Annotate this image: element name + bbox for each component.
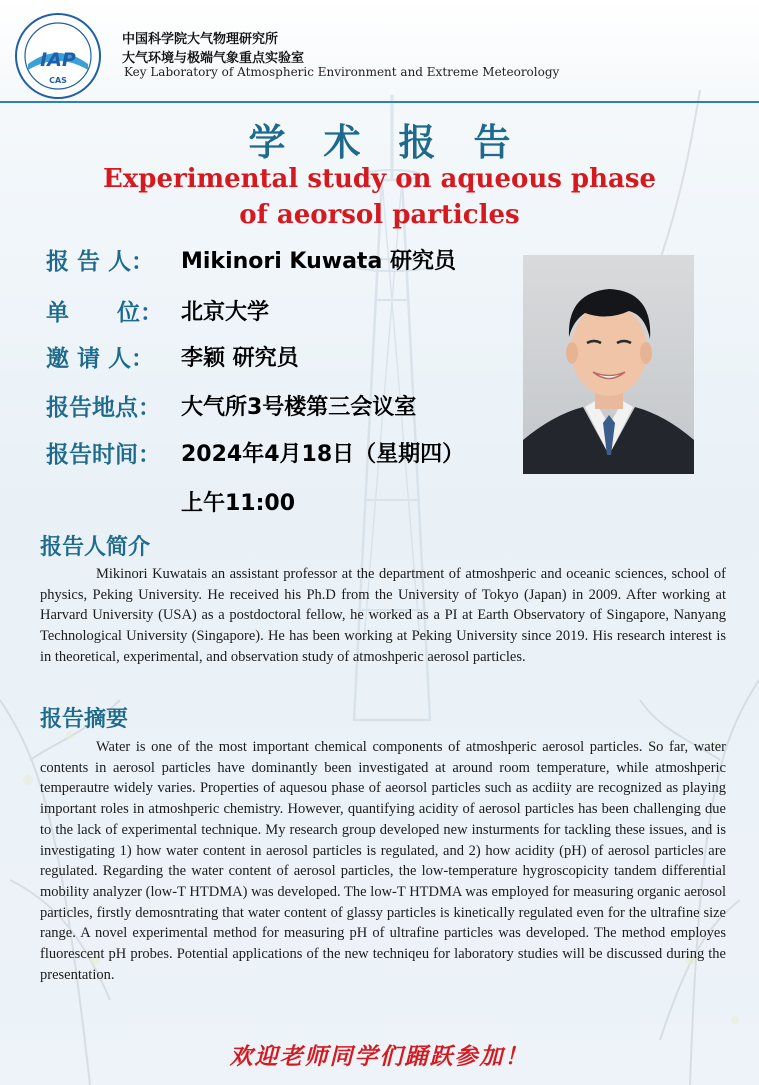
- logo-sub: CAS: [49, 76, 67, 85]
- welcome-message: 欢迎老师同学们踊跃参加！: [229, 1044, 530, 1070]
- speaker-portrait: [523, 255, 694, 474]
- lab-name-cn: 大气环境与极端气象重点实验室: [122, 51, 305, 66]
- bio-title: 报告人简介: [40, 535, 151, 560]
- bio-text: Mikinori Kuwatais an assistant professor at the department of atmoshperic and oceanic sciences, school of physics, Peking University. He received his Ph.D from the University of Tokyo (Japan) in 2009. After working at Harvard University (USA) as a postdoctoral fellow, he worked as a PI at Earth Observatory of Singapore, Nanyang Technological University (Singapore). He has been working at Peking University since 2019. His research interest is in theoretical, experimental, and observation study of atmoshperic aerosol particles.: [40, 566, 726, 665]
- time-value: 2024年4月18日（星期四）: [181, 442, 465, 467]
- host-label: 邀 请 人：: [46, 346, 155, 372]
- affiliation-label: 单 位：: [46, 300, 164, 326]
- speaker-value: Mikinori Kuwata 研究员: [181, 249, 456, 274]
- logo-text: IAP: [40, 49, 76, 71]
- iap-logo-icon: [14, 12, 102, 100]
- institute-name-cn: 中国科学院大气物理研究所: [122, 32, 279, 47]
- title-en-line2: of aeorsol particles: [239, 200, 520, 230]
- time-extra: 上午11:00: [181, 491, 296, 516]
- abstract-title: 报告摘要: [40, 707, 129, 732]
- header-divider: [0, 101, 759, 103]
- affiliation-value: 北京大学: [181, 300, 270, 325]
- title-cn: 学术报告: [248, 121, 549, 164]
- speaker-label: 报 告 人：: [46, 249, 155, 275]
- host-value: 李颖 研究员: [181, 346, 299, 371]
- abstract-text: Water is one of the most important chemical components of atmoshperic aerosol particles. So far, water contents in aerosol particles have dominantly been investigated at around room temperature, while atmoshperic temperautre widely varies. Properties of aquesou phase of aeorsol particles such as acdiity are recognized as playing important roles in atmoshperic chemistry. However, quantifying acidity of aerosol particles has been challenging due to the lack of experimental technique. My research group developed new insturments for tackling these issues, and is investigating 1) how water content in aerosol particles is regulated, and 2) how acidity (pH) of aerosol particles are regulated. Regarding the water content of aerosol particles, the low-temperature hygroscopicity tandem differential mobility analyzer (low-T HTDMA) was developed. The low-T HTDMA was employed for measuring organic aerosol particles, firstly demosntrating that water content of glassy particles is kinetically regulated even for the ultrafine size range. A novel experimental method for measuring pH of ultrafine particles was developed. The method employes fluorescent pH probes. Potential applications of the new techniqeu for laboratory studies will be discussed during the presentation.: [40, 739, 726, 983]
- time-label: 报告时间：: [46, 442, 161, 468]
- location-value: 大气所3号楼第三会议室: [181, 395, 417, 420]
- location-label: 报告地点：: [46, 395, 161, 421]
- lab-name-en: Key Laboratory of Atmospheric Environment and Extreme Meteorology: [124, 65, 560, 79]
- title-en-line1: Experimental study on aqueous phase: [102, 164, 657, 194]
